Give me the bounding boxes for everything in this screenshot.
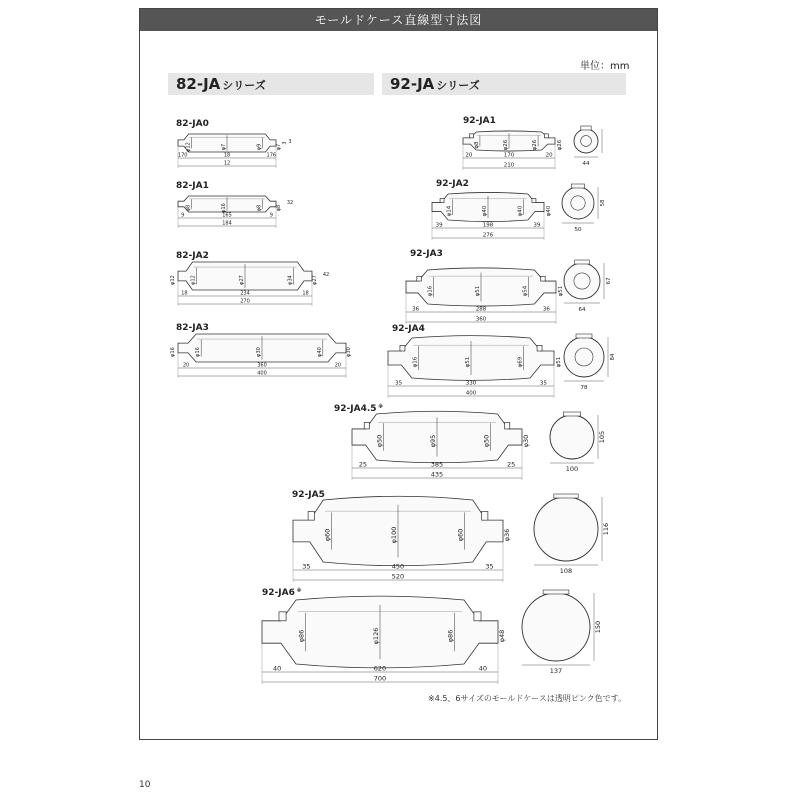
dimension-label: 12 [223,160,231,167]
diameter-label: φ30 [522,434,530,448]
dimension-label: 3 [288,139,292,145]
diameter-label: φ51 [556,356,562,368]
dimension-label: 520 [391,572,405,581]
diameter-label: φ8 [473,141,480,149]
drawing-92-ja5 [292,490,610,582]
diameter-label: φ9 [256,143,263,151]
dimension-label: 9 [181,212,185,219]
dimension-label: 20 [545,152,553,159]
dimension-label: 210 [503,162,515,169]
dimension-label: 39 [533,222,541,229]
case-tab [279,612,286,621]
dimension-label: 32 [286,200,294,206]
cross-section-tab [571,184,584,188]
diameter-label: φ50 [375,434,384,448]
model-label: 92-JA4 [392,324,425,334]
model-label: 92-JA1 [463,116,496,126]
cross-section-tab [543,590,569,594]
drawing-92-ja3 [406,249,612,324]
diameter-label: φ12 [190,275,197,285]
dimension-label: 40 [272,664,282,673]
drawing-82-ja1 [176,181,293,228]
drawing-92-ja1 [463,116,602,170]
dimension-label: 385 [430,460,444,469]
diameter-label: φ27 [239,275,245,285]
cross-section [564,263,600,299]
case-tab [544,134,548,138]
diameter-label: φ60 [456,528,465,542]
diameter-label: φ51 [465,356,471,368]
drawing-82-ja3 [170,323,352,378]
case-tab [537,345,542,351]
cross-section [522,593,590,661]
cross-section-tab [576,334,592,338]
model-label: 92-JA3 [410,249,443,259]
model-mark: ※ [376,404,384,410]
cross-section-tab [575,260,590,264]
drawing-92-ja6 [262,588,602,684]
diameter-label: φ54 [522,285,529,297]
dimension-label: 360 [475,316,487,323]
dimension-label: 105 [598,430,606,444]
dimension-label: 400 [257,370,267,377]
dimension-label: 9 [269,212,273,219]
case-tab [482,511,488,520]
drawing-92-ja2 [432,179,606,240]
dimension-label: 58 [600,199,606,207]
diameter-label: φ40 [546,205,552,217]
diameter-label: φ100 [390,526,398,544]
dimension-label: 67 [606,277,612,285]
cross-section [562,187,594,219]
diameter-label: φ14 [446,205,453,217]
diameter-label: φ40 [482,205,488,217]
dimension-label: 100 [565,465,579,473]
dimension-label: 288 [475,306,487,313]
dimension-label: 435 [430,470,444,479]
dimension-label: 35 [485,562,494,571]
diameter-label: φ16 [170,347,176,357]
dimension-label: 198 [482,222,494,229]
diameter-label: φ51 [475,285,481,297]
dimension-label: 18 [181,290,188,297]
diameter-label: φ8 [185,204,192,212]
dimension-label: 450 [391,562,405,571]
diameter-label: φ8 [256,204,263,212]
cross-section [564,337,604,377]
diameter-label: φ40 [517,205,524,217]
dimension-label: 36 [412,306,420,313]
diameter-label: φ48 [498,629,506,643]
case-tab [474,612,481,621]
cross-section-tab [563,412,580,416]
dimension-label: 170 [503,152,515,159]
dimension-label: 234 [240,290,250,297]
diameter-label: φ16 [427,285,434,297]
diameter-label: φ60 [323,528,332,542]
diameter-label: φ26 [532,139,539,151]
model-label: 82-JA1 [176,181,209,191]
diameter-label: φ86 [297,629,306,643]
diameter-label: φ12 [170,275,176,285]
diameter-label: φ34 [287,275,294,285]
dimension-label: 35 [302,562,311,571]
series-suffix: シリーズ [436,79,480,92]
drawing-92-ja4 [388,324,616,398]
dimension-label: 20 [182,362,190,369]
case-tab [505,423,510,429]
diameter-label: φ30 [256,347,262,357]
model-label: 92-JA4.5 ※ [334,404,384,414]
diameter-label: φ126 [372,627,380,645]
model-label: 92-JA5 [292,490,325,500]
dimension-label: 35 [395,380,403,387]
dimension-label: 84 [610,353,616,361]
case-tab [532,198,536,202]
dimension-label: 40 [478,664,488,673]
dimension-label: 108 [559,567,573,575]
diameter-label: φ86 [446,629,455,643]
diameter-label: φ69 [517,356,524,368]
dimension-label: 20 [465,152,473,159]
diameter-label: φ30 [346,347,352,357]
dimension-label: 116 [602,522,610,536]
dimension-label: 42 [322,272,330,278]
model-label: 92-JA2 [436,179,469,189]
diameter-label: φ7 [276,143,282,151]
dimension-label: 184 [222,220,232,227]
diameter-label: φ36 [503,528,511,542]
page-title: モールドケース直線型寸法図 [140,9,657,31]
dimension-label: 78 [580,385,588,391]
diameter-label: φ12 [185,142,192,152]
dimension-label: 330 [465,380,477,387]
diameter-label: φ26 [503,139,509,151]
model-label: 82-JA2 [176,251,209,261]
cross-section [534,497,598,561]
case-tab [308,511,314,520]
dimension-label: 620 [373,664,387,673]
series-code: 92-JA [390,75,435,93]
dimension-label: 137 [549,667,563,675]
dimension-label: 18 [302,290,309,297]
dimension-label: 400 [465,390,477,397]
diameter-label: φ16 [195,347,202,357]
diameter-label: φ95 [429,434,437,448]
dimension-label: 18 [223,152,231,159]
diameter-label: φ16 [221,203,227,213]
diameter-label: φ50 [482,434,491,448]
model-label: 82-JA3 [176,323,209,333]
diameter-label: φ51 [558,285,564,297]
dimension-label: 50 [574,227,582,233]
dimension-label: 25 [506,460,516,469]
diameter-label: φ26 [557,139,563,151]
diameter-label: φ8 [276,204,282,212]
cross-section [550,415,594,459]
drawing-82-ja2 [170,251,329,306]
dimension-label: 360 [257,362,267,369]
unit-label: 単位：mm [580,61,630,72]
dimension-label: 150 [594,620,602,634]
dimension-label: 64 [578,307,586,313]
case-tab [417,276,422,281]
cross-section [574,129,598,153]
case-tab [364,423,369,429]
model-label: 82-JA0 [176,119,209,129]
dimension-label: 3 [282,141,288,145]
cross-section-tab [581,126,591,130]
drawing-82-ja0 [176,119,292,168]
diameter-label: φ40 [316,347,323,357]
drawing-92-ja4-5 [334,404,606,480]
dimension-label: 39 [435,222,443,229]
footnote: ※4.5、6サイズのモールドケースは透明ピンク色です。 [428,694,627,703]
model-label: 92-JA6 ※ [262,588,302,598]
case-tab [440,198,444,202]
dimension-label: 170 [177,152,188,159]
diameter-label: φ16 [412,356,419,368]
dimension-label: 700 [373,674,387,683]
model-mark: ※ [294,588,302,594]
dimension-label: 25 [358,460,368,469]
dimension-label: 36 [542,306,550,313]
dimension-label: 20 [334,362,342,369]
cross-section-tab [554,494,578,498]
case-tab [470,134,474,138]
case-tab [400,345,405,351]
dimension-label: 270 [240,298,250,305]
dimension-label: 176 [266,152,277,159]
series-suffix: シリーズ [222,79,266,92]
page-number: 10 [139,780,151,790]
dimension-label: 276 [482,232,494,239]
dimension-label: 44 [582,161,590,167]
diameter-label: φ7 [221,143,227,151]
diameter-label: φ27 [312,275,318,285]
dimension-label: 35 [539,380,547,387]
case-tab [541,276,546,281]
series-code: 82-JA [176,75,221,93]
dimension-label: 165 [222,212,232,219]
